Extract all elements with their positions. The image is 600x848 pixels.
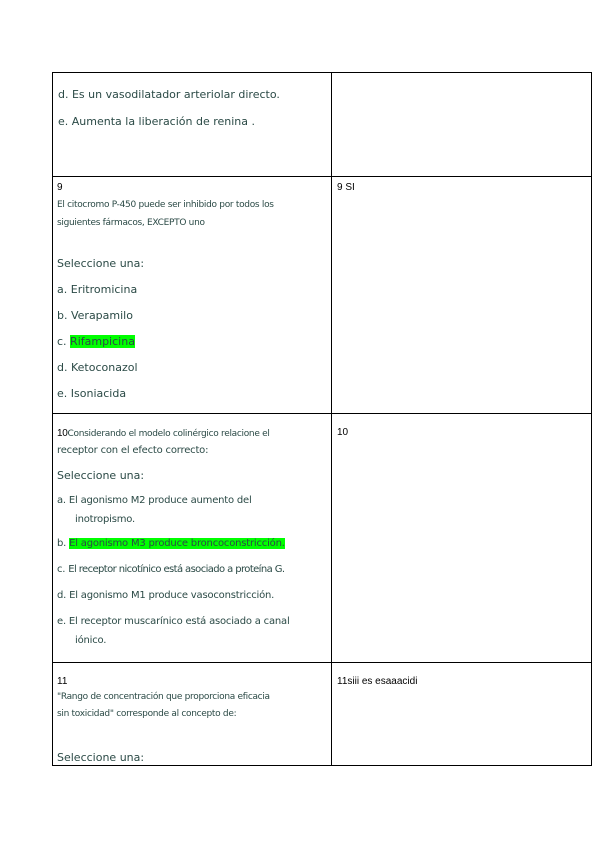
question-cell — [53, 73, 332, 176]
question-text-line1: El citocromo P-450 puede ser inhibido por todos los — [57, 200, 274, 210]
question-number: 10 — [57, 428, 68, 439]
table-row — [53, 663, 592, 766]
question-heading — [57, 428, 270, 439]
answer-cell — [332, 414, 592, 662]
select-prompt: Seleccione una: — [57, 257, 145, 270]
question-text-line1: "Rango de concentración que proporciona eficacia — [57, 692, 270, 702]
select-prompt: Seleccione una: — [57, 469, 145, 482]
option-e: e. Aumenta la liberación de renina . — [58, 115, 256, 128]
questions-table — [52, 72, 592, 766]
select-prompt: Seleccione una: — [57, 751, 145, 764]
question-number: 9 — [57, 182, 63, 193]
table-row — [53, 414, 592, 663]
option-b-highlighted[interactable]: b. El agonismo M3 produce broncoconstricción. — [57, 538, 285, 549]
option-a-continuation: inotropismo. — [75, 514, 135, 525]
answer-cell — [332, 177, 592, 413]
question-number: 11 — [57, 676, 68, 687]
option-e-continuation: iónico. — [75, 635, 107, 646]
table-row — [53, 73, 592, 177]
option-a[interactable]: a. El agonismo M2 produce aumento del — [57, 495, 252, 506]
question-text-line2: sin toxicidad" corresponde al concepto de: — [57, 709, 237, 719]
question-cell — [53, 663, 332, 765]
question-text-line2: receptor con el efecto correcto: — [57, 445, 209, 456]
option-d[interactable]: d. Ketoconazol — [57, 361, 138, 374]
option-d[interactable]: d. El agonismo M1 produce vasoconstricción. — [57, 590, 275, 601]
table-row — [53, 177, 592, 414]
option-e[interactable]: e. El receptor muscarínico está asociado a canal — [57, 616, 290, 627]
answer-cell — [332, 663, 592, 765]
option-c-highlighted[interactable]: c. Rifampicina — [57, 335, 135, 348]
option-e[interactable]: e. Isoniacida — [57, 387, 127, 400]
answer-text: 10 — [337, 427, 349, 438]
option-d: d. Es un vasodilatador arteriolar directo. — [58, 88, 280, 101]
question-cell — [53, 177, 332, 413]
question-text-line2: siguientes fármacos, EXCEPTO uno — [57, 218, 205, 228]
answer-cell — [332, 73, 592, 176]
option-c[interactable]: c. El receptor nicotínico está asociado a proteína G. — [57, 564, 285, 575]
answer-text: 11siii es esaaacidi — [337, 676, 418, 687]
question-text-line1: Considerando el modelo colinérgico relacione el — [67, 429, 270, 439]
option-a[interactable]: a. Eritromicina — [57, 283, 138, 296]
option-b[interactable]: b. Verapamilo — [57, 309, 133, 322]
answer-text: 9 SI — [337, 182, 355, 193]
question-cell — [53, 414, 332, 662]
